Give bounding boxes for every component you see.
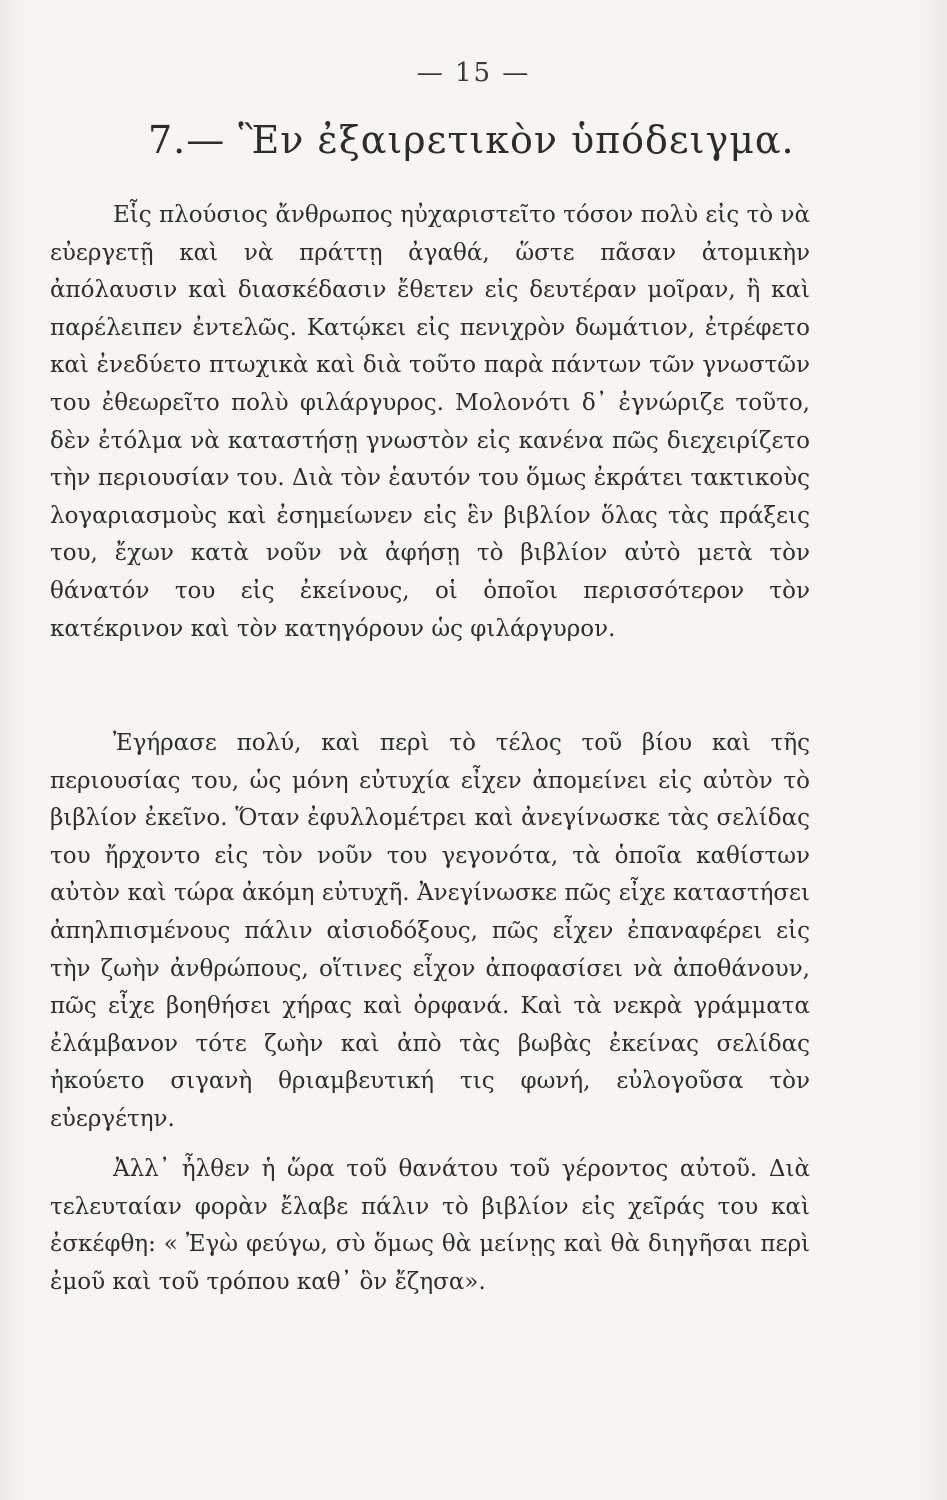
- paragraph-text: Ἀλλ᾽ ἦλθεν ἡ ὥρα τοῦ θανάτου τοῦ γέροντος αὐτοῦ. Διὰ τελευταίαν φορὰν ἔλαβε πάλιν τὸ βιβλίον εἰς χεῖράς του καὶ ἐσκέφθη: « Ἐγὼ φεύγω, σὺ ὅμως θὰ μείνῃς καὶ θὰ διηγῆσαι περὶ ἐμοῦ καὶ τοῦ τρόπου καθ᾽ ὃν ἔζησα».: [50, 1156, 810, 1295]
- paragraph-1: [50, 197, 810, 648]
- paragraph-text: Εἷς πλούσιος ἄνθρωπος ηὐχαριστεῖτο τόσον πολὺ εἰς τὸ νὰ εὐεργετῇ καὶ νὰ πράττῃ ἀγαθά, ὥστε πᾶσαν ἀτομικὴν ἀπόλαυσιν καὶ διασκέδασιν ἔθετεν εἰς δευτέραν μοῖραν, ἢ καὶ παρέλειπεν ἐντελῶς. Κατῴκει εἰς πενιχρὸν δωμάτιον, ἐτρέφετο καὶ ἐνεδύετο πτωχικὰ καὶ διὰ τοῦτο παρὰ πάντων τῶν γνωστῶν του ἐθεωρεῖτο πολὺ φιλάργυρος. Μολονότι δ᾽ ἐγνώριζε τοῦτο, δὲν ἐτόλμα νὰ καταστήσῃ γνωστὸν εἰς κανένα πῶς διεχειρίζετο τὴν περιουσίαν του. Διὰ τὸν ἑαυτόν του ὅμως ἐκράτει τακτικοὺς λογαριασμοὺς καὶ ἐσημείωνεν εἰς ἓν βιβλίον ὅλας τὰς πράξεις του, ἔχων κατὰ νοῦν νὰ ἀφήσῃ τὸ βιβλίον αὐτὸ μετὰ τὸν θάνατόν του εἰς ἐκείνους, οἱ ὁποῖοι περισσότερον τὸν κατέκρινον καὶ τὸν κατηγόρουν ὡς φιλάργυρον.: [50, 202, 810, 642]
- paragraph-2: [50, 725, 810, 1139]
- section-title: 7.— Ἓν ἐξαιρετικὸν ὑπόδειγμα.: [148, 118, 795, 162]
- page-number: — 15 —: [416, 58, 531, 88]
- paragraph-3: [50, 1151, 810, 1301]
- paragraph-text: Ἐγήρασε πολύ, καὶ περὶ τὸ τέλος τοῦ βίου καὶ τῆς περιουσίας του, ὡς μόνη εὐτυχία εἶχεν ἀπομείνει εἰς αὐτὸν τὸ βιβλίον ἐκεῖνο. Ὅταν ἐφυλλομέτρει καὶ ἀνεγίνωσκε τὰς σελίδας του ἤρχοντο εἰς τὸν νοῦν του γεγονότα, τὰ ὁποῖα καθίστων αὐτὸν καὶ τώρα ἀκόμη εὐτυχῆ. Ἀνεγίνωσκε πῶς εἶχε καταστήσει ἀπηλπισμένους πάλιν αἰσιοδόξους, πῶς εἶχεν ἐπαναφέρει εἰς τὴν ζωὴν ἀνθρώπους, οἵτινες εἶχον ἀποφασίσει νὰ ἀποθάνουν, πῶς εἶχε βοηθήσει χήρας καὶ ὀρφανά. Καὶ τὰ νεκρὰ γράμματα ἐλάμβανον τότε ζωὴν καὶ ἀπὸ τὰς βωβὰς ἐκείνας σελίδας ἠκούετο σιγανὴ θριαμβευτική τις φωνή, εὐλογοῦσα τὸν εὐεργέτην.: [50, 730, 810, 1132]
